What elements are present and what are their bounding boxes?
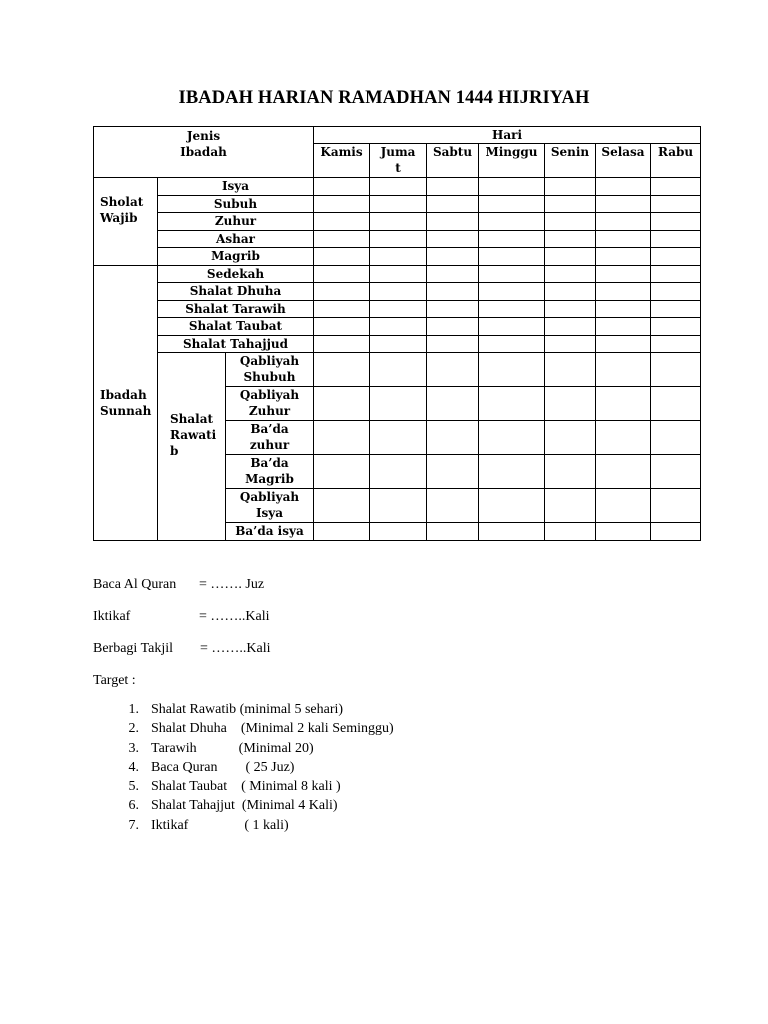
check-cell (651, 248, 701, 266)
check-cell (370, 353, 427, 387)
day-header: Juma t (370, 144, 427, 178)
check-cell (370, 300, 427, 318)
check-cell (651, 213, 701, 231)
check-cell (370, 335, 427, 353)
summary-takjil (93, 641, 271, 657)
check-cell (370, 489, 427, 523)
check-cell (545, 265, 596, 283)
check-cell (596, 230, 651, 248)
check-cell (479, 213, 545, 231)
check-cell (651, 335, 701, 353)
check-cell (314, 195, 370, 213)
check-cell (370, 213, 427, 231)
check-cell (370, 421, 427, 455)
check-cell (596, 300, 651, 318)
summary-value: = ……..Kali (199, 609, 270, 624)
check-cell (545, 248, 596, 266)
check-cell (370, 195, 427, 213)
check-cell (370, 455, 427, 489)
check-cell (545, 178, 596, 196)
check-cell (427, 455, 479, 489)
check-cell (479, 489, 545, 523)
check-cell (370, 387, 427, 421)
check-cell (314, 523, 370, 541)
check-cell (314, 230, 370, 248)
check-cell (545, 455, 596, 489)
ibadah-item: Zuhur (158, 213, 314, 231)
target-item (93, 760, 394, 779)
target-item (93, 798, 394, 817)
check-cell (427, 387, 479, 421)
check-cell (314, 318, 370, 336)
target-number: 1. (128, 702, 139, 717)
check-cell (370, 230, 427, 248)
check-cell (314, 178, 370, 196)
check-cell (370, 178, 427, 196)
check-cell (479, 421, 545, 455)
ibadah-item: Subuh (158, 195, 314, 213)
check-cell (314, 213, 370, 231)
summary-value: = ……..Kali (200, 641, 271, 656)
check-cell (545, 213, 596, 231)
check-cell (427, 300, 479, 318)
check-cell (596, 335, 651, 353)
check-cell (596, 195, 651, 213)
check-cell (596, 523, 651, 541)
check-cell (651, 387, 701, 421)
check-cell (651, 178, 701, 196)
check-cell (427, 178, 479, 196)
check-cell (479, 300, 545, 318)
check-cell (545, 318, 596, 336)
check-cell (545, 335, 596, 353)
ibadah-item: Sedekah (158, 265, 314, 283)
target-item (93, 702, 394, 721)
check-cell (314, 335, 370, 353)
check-cell (479, 455, 545, 489)
check-cell (314, 387, 370, 421)
check-cell (427, 230, 479, 248)
target-number: 2. (128, 721, 139, 737)
check-cell (596, 353, 651, 387)
day-header: Selasa (596, 144, 651, 178)
check-cell (427, 195, 479, 213)
header-jenis: Jenis (186, 129, 221, 143)
day-header: Rabu (651, 144, 701, 178)
check-cell (651, 283, 701, 301)
check-cell (596, 283, 651, 301)
summary-baca-quran (93, 577, 264, 593)
check-cell (314, 489, 370, 523)
target-text: Baca Quran ( 25 Juz) (151, 759, 295, 775)
check-cell (651, 318, 701, 336)
check-cell (479, 195, 545, 213)
check-cell (427, 489, 479, 523)
check-cell (651, 230, 701, 248)
check-cell (479, 318, 545, 336)
check-cell (545, 387, 596, 421)
check-cell (479, 283, 545, 301)
target-item (93, 779, 394, 798)
target-number: 5. (128, 779, 139, 795)
check-cell (427, 318, 479, 336)
check-cell (427, 213, 479, 231)
group-sholat-wajib: Sholat Wajib (94, 178, 158, 266)
target-number: 3. (128, 740, 139, 756)
target-item (93, 818, 394, 837)
check-cell (479, 265, 545, 283)
check-cell (596, 421, 651, 455)
ibadah-item: Shalat Tahajjud (158, 335, 314, 353)
ibadah-item: Isya (158, 178, 314, 196)
page-title: IBADAH HARIAN RAMADHAN 1444 HIJRIYAH (178, 88, 590, 108)
rawatib-item: Qabliyah Zuhur (226, 387, 314, 421)
header-hari: Hari (314, 127, 701, 144)
target-text: Shalat Taubat ( Minimal 8 kali ) (151, 779, 341, 795)
check-cell (427, 353, 479, 387)
target-item (93, 721, 394, 740)
header-jenis-ibadah (94, 127, 314, 178)
summary-iktikaf (93, 609, 270, 625)
check-cell (370, 283, 427, 301)
day-header: Minggu (479, 144, 545, 178)
check-cell (651, 265, 701, 283)
target-item (93, 741, 394, 760)
ibadah-item: Shalat Dhuha (158, 283, 314, 301)
check-cell (596, 489, 651, 523)
check-cell (596, 387, 651, 421)
check-cell (314, 265, 370, 283)
ibadah-item: Shalat Taubat (158, 318, 314, 336)
check-cell (596, 318, 651, 336)
check-cell (596, 213, 651, 231)
check-cell (545, 523, 596, 541)
target-number: 7. (128, 817, 139, 833)
ibadah-item: Magrib (158, 248, 314, 266)
check-cell (651, 421, 701, 455)
target-text: Iktikaf ( 1 kali) (151, 817, 289, 833)
check-cell (545, 300, 596, 318)
check-cell (479, 178, 545, 196)
target-text: Shalat Tahajjut (Minimal 4 Kali) (151, 798, 338, 814)
ibadah-item: Shalat Tarawih (158, 300, 314, 318)
check-cell (479, 523, 545, 541)
rawatib-item: Ba’da zuhur (226, 421, 314, 455)
day-header: Kamis (314, 144, 370, 178)
check-cell (427, 283, 479, 301)
check-cell (651, 523, 701, 541)
check-cell (427, 265, 479, 283)
check-cell (596, 455, 651, 489)
summary-label: Berbagi Takjil (93, 641, 174, 656)
check-cell (651, 455, 701, 489)
summary-label: Baca Al Quran (93, 577, 177, 592)
target-number: 6. (128, 798, 139, 814)
rawatib-item: Qabliyah Isya (226, 489, 314, 523)
day-header: Senin (545, 144, 596, 178)
target-text: Shalat Dhuha (Minimal 2 kali Seminggu) (151, 721, 394, 737)
check-cell (479, 353, 545, 387)
rawatib-item: Ba’da Magrib (226, 455, 314, 489)
check-cell (651, 300, 701, 318)
check-cell (479, 230, 545, 248)
check-cell (314, 300, 370, 318)
check-cell (479, 248, 545, 266)
check-cell (545, 230, 596, 248)
rawatib-item: Ba’da isya (226, 523, 314, 541)
check-cell (596, 248, 651, 266)
check-cell (545, 283, 596, 301)
target-label: Target : (93, 673, 136, 688)
check-cell (427, 421, 479, 455)
check-cell (545, 195, 596, 213)
check-cell (314, 421, 370, 455)
header-ibadah: Ibadah (180, 145, 227, 159)
check-cell (427, 523, 479, 541)
summary-value: = ……. Juz (199, 577, 265, 592)
check-cell (427, 248, 479, 266)
ibadah-table (93, 126, 701, 541)
check-cell (545, 489, 596, 523)
check-cell (314, 353, 370, 387)
check-cell (314, 283, 370, 301)
check-cell (596, 178, 651, 196)
target-list (93, 702, 394, 837)
subgroup-shalat-rawatib: Shalat Rawati b (158, 353, 226, 541)
check-cell (545, 353, 596, 387)
group-ibadah-sunnah: Ibadah Sunnah (94, 265, 158, 540)
check-cell (314, 248, 370, 266)
check-cell (370, 318, 427, 336)
check-cell (651, 195, 701, 213)
check-cell (370, 523, 427, 541)
check-cell (479, 387, 545, 421)
target-text: Shalat Rawatib (minimal 5 sehari) (151, 702, 344, 717)
check-cell (651, 353, 701, 387)
check-cell (651, 489, 701, 523)
day-header: Sabtu (427, 144, 479, 178)
rawatib-item: Qabliyah Shubuh (226, 353, 314, 387)
ibadah-item: Ashar (158, 230, 314, 248)
check-cell (545, 421, 596, 455)
target-number: 4. (128, 759, 139, 775)
check-cell (427, 335, 479, 353)
target-text: Tarawih (Minimal 20) (151, 740, 314, 756)
check-cell (314, 455, 370, 489)
check-cell (596, 265, 651, 283)
check-cell (370, 248, 427, 266)
summary-label: Iktikaf (93, 609, 131, 624)
check-cell (370, 265, 427, 283)
check-cell (479, 335, 545, 353)
